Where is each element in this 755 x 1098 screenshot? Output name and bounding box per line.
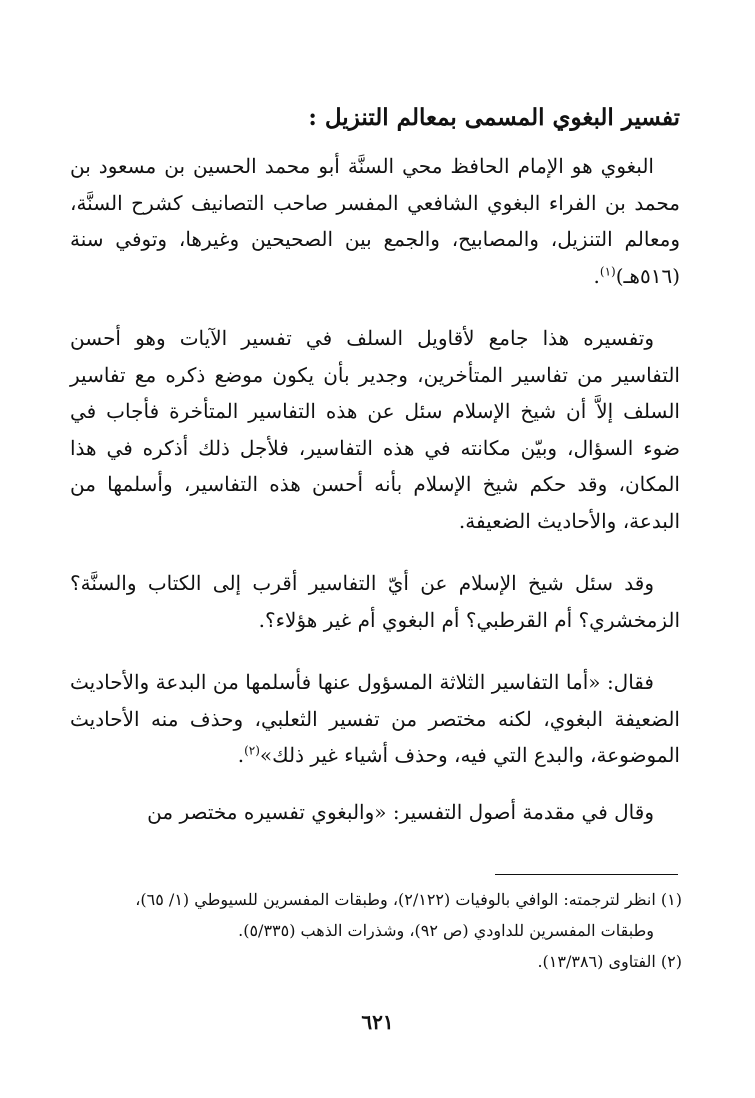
paragraph-answer-text: فقال: «أما التفاسير الثلاثة المسؤول عنها فأسلمها من البدعة والأحاديث الضعيفة البغوي، لكنه مختصر من تفسير الثعلبي، وحذف منه الأحاديث الموضوعة، والبدع التي فيه، وحذف أشياء غير ذلك»	[70, 670, 680, 767]
footnotes	[70, 884, 682, 977]
page-number: ٦٢١	[361, 1010, 394, 1034]
paragraph-biography-text: البغوي هو الإمام الحافظ محي السنَّة أبو محمد الحسين بن مسعود بن محمد بن الفراء البغوي الشافعي المفسر صاحب التصانيف كشرح السنَّة، ومعالم التنزيل، والمصابيح، والجمع بين الصحيحين وغيرها، وتوفي سنة (٥١٦هـ)	[70, 154, 680, 288]
paragraph-usul-quote: وقال في مقدمة أصول التفسير: «والبغوي تفسيره مختصر من	[147, 799, 654, 824]
paragraph-biography-end: .	[593, 263, 600, 288]
footnote-1: (١) انظر لترجمته: الوافي بالوفيات (٢/١٢٢)، وطبقات المفسرين للسيوطي (١/ ٦٥)،	[135, 890, 682, 909]
footnote-2: (٢) الفتاوى (١٣/٣٨٦).	[537, 952, 682, 971]
main-text	[70, 98, 680, 830]
paragraph-question: وقد سئل شيخ الإسلام عن أيّ التفاسير أقرب إلى الكتاب والسنَّة؟ الزمخشري؟ أم القرطبي؟ أم البغوي أم غير هؤلاء؟.	[70, 571, 680, 632]
footnote-divider	[495, 874, 678, 875]
section-heading: تفسير البغوي المسمى بمعالم التنزيل :	[308, 104, 680, 131]
paragraph-answer-end: .	[237, 743, 245, 767]
paragraph-tafsir-description: وتفسيره هذا جامع لأقاويل السلف في تفسير الآيات وهو أحسن التفاسير من تفاسير المتأخرين، وجدير بأن يكون موضع ذكره مع تفاسير السلف إلاَّ أن شيخ الإسلام سئل عن هذه التفاسير المتأخرة فأجاب في ضوء السؤال، وبيّن مكانته في هذه التفاسير، فلأجل ذلك أذكره في هذا المكان، وقد حكم شيخ الإسلام بأنه أحسن هذه التفاسير، وأسلمها من البدعة، والأحاديث الضعيفة.	[70, 326, 680, 533]
paragraph-biography	[70, 148, 680, 294]
paragraph-answer	[70, 664, 680, 774]
footnote-1-continued: وطبقات المفسرين للداودي (ص ٩٢)، وشذرات الذهب (٥/٣٣٥).	[238, 921, 654, 940]
footnote-ref-2: (٢)	[244, 743, 260, 758]
footnote-ref-1: (١)	[599, 263, 616, 278]
